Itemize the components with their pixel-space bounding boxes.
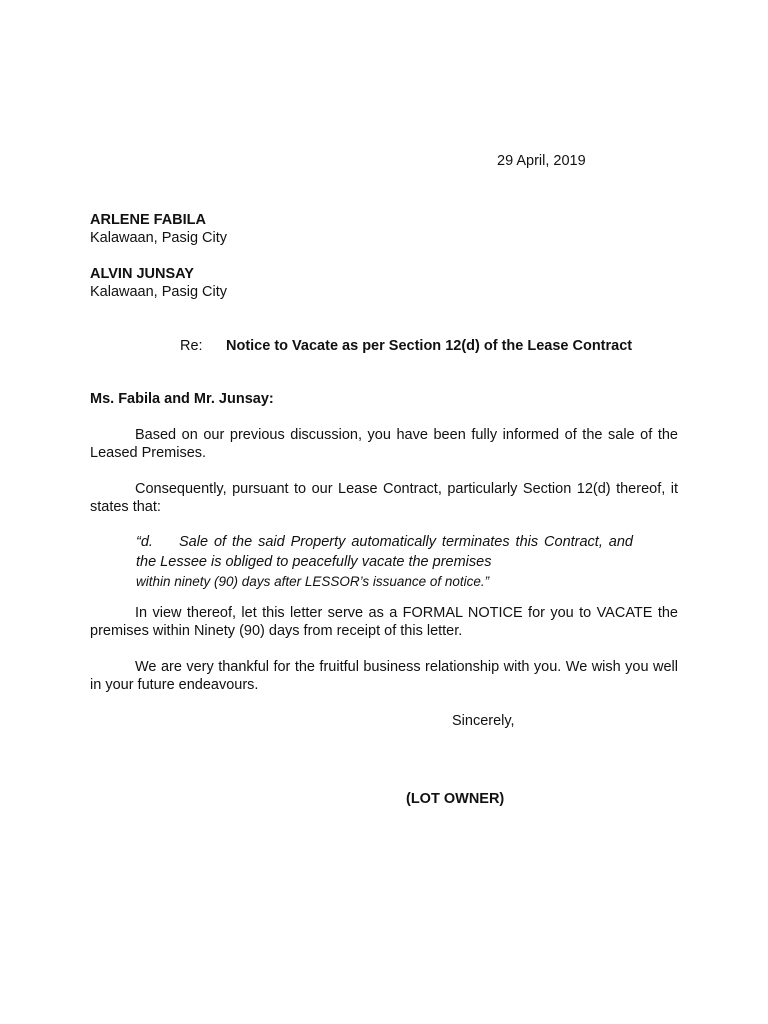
closing: Sincerely, bbox=[452, 713, 515, 729]
re-subject: Notice to Vacate as per Section 12(d) of the Lease Contract bbox=[226, 338, 633, 354]
salutation: Ms. Fabila and Mr. Junsay: bbox=[90, 391, 274, 407]
signatory: (LOT OWNER) bbox=[406, 791, 505, 807]
paragraph-sale-informed: Based on our previous discussion, you have been fully informed of the sale of the Leased Premises. bbox=[90, 427, 678, 461]
quote-last-line: within ninety (90) days after LESSOR’s issuance of notice.” bbox=[136, 574, 490, 589]
letter-date: 29 April, 2019 bbox=[497, 153, 586, 169]
recipient-2-name: ALVIN JUNSAY bbox=[90, 266, 194, 282]
re-label: Re: bbox=[180, 338, 203, 354]
paragraph-pursuant: Consequently, pursuant to our Lease Contract, particularly Section 12(d) thereof, it states that: bbox=[90, 481, 678, 515]
recipient-1-name: ARLENE FABILA bbox=[90, 212, 206, 228]
recipient-2-address: Kalawaan, Pasig City bbox=[90, 284, 228, 300]
paragraph-formal-notice: In view thereof, let this letter serve as a FORMAL NOTICE for you to VACATE the premises within Ninety (90) days from receipt of this letter. bbox=[90, 605, 678, 639]
quote-body: Sale of the said Property automatically terminates this Contract, and the Lessee is obliged to peacefully vacate the premises bbox=[136, 534, 633, 570]
paragraph-thanks: We are very thankful for the fruitful business relationship with you. We wish you well in your future endeavours. bbox=[90, 659, 678, 693]
quote-marker: “d. bbox=[136, 534, 153, 550]
recipient-1-address: Kalawaan, Pasig City bbox=[90, 230, 228, 246]
contract-quote bbox=[136, 532, 633, 592]
